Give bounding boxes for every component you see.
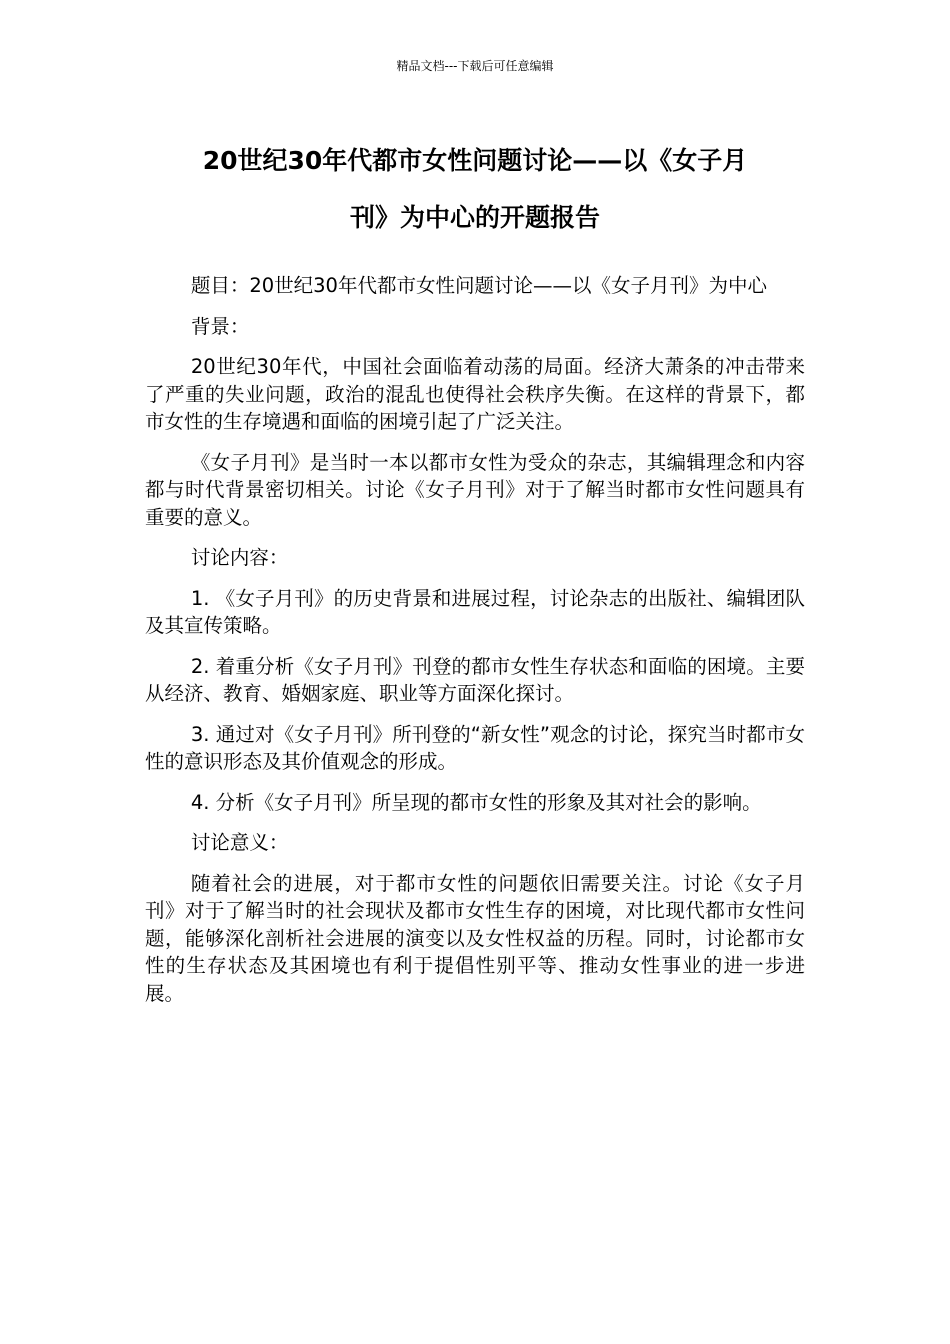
content-item-4: 4. 分析《女子月刊》所呈现的都市女性的形象及其对社会的影响。 xyxy=(190,790,762,814)
document-title xyxy=(150,132,800,246)
title-line-2: 刊》为中心的开题报告 xyxy=(349,203,600,232)
document-body xyxy=(145,272,805,1020)
header-note: 精品文档---下载后可任意编辑 xyxy=(396,59,554,73)
significance-heading: 讨论意义： xyxy=(190,831,289,854)
content-item-3: 3. 通过对《女子月刊》所刊登的“新女性”观念的讨论，探究当时都市女性的意识形态及其价值观念的形成。 xyxy=(145,722,805,773)
background-paragraph-2: 《女子月刊》是当时一本以都市女性为受众的杂志，其编辑理念和内容都与时代背景密切相关。讨论《女子月刊》对于了解当时都市女性问题具有重要的意义。 xyxy=(145,450,805,529)
background-paragraph-1: 20世纪30年代，中国社会面临着动荡的局面。经济大萧条的冲击带来了严重的失业问题，政治的混乱也使得社会秩序失衡。在这样的背景下，都市女性的生存境遇和面临的困境引起了广泛关注。 xyxy=(145,355,805,433)
content-item-1: 1. 《女子月刊》的历史背景和进展过程，讨论杂志的出版社、编辑团队及其宣传策略。 xyxy=(145,586,805,637)
significance-paragraph: 随着社会的进展，对于都市女性的问题依旧需要关注。讨论《女子月刊》对于了解当时的社会现状及都市女性生存的困境，对比现代都市女性问题，能够深化剖析社会进展的演变以及女性权益的历程。同时，讨论都市女性的生存状态及其困境也有利于提倡性别平等、推动女性事业的进一步进展。 xyxy=(145,871,805,1005)
title-line-1: 20世纪30年代都市女性问题讨论——以《女子月 xyxy=(202,146,748,175)
background-heading: 背景： xyxy=(190,314,250,338)
topic-paragraph: 题目：20世纪30年代都市女性问题讨论——以《女子月刊》为中心 xyxy=(190,274,767,297)
content-item-2: 2. 着重分析《女子月刊》刊登的都市女性生存状态和面临的困境。主要从经济、教育、婚姻家庭、职业等方面深化探讨。 xyxy=(145,654,805,705)
content-heading: 讨论内容： xyxy=(190,546,289,569)
